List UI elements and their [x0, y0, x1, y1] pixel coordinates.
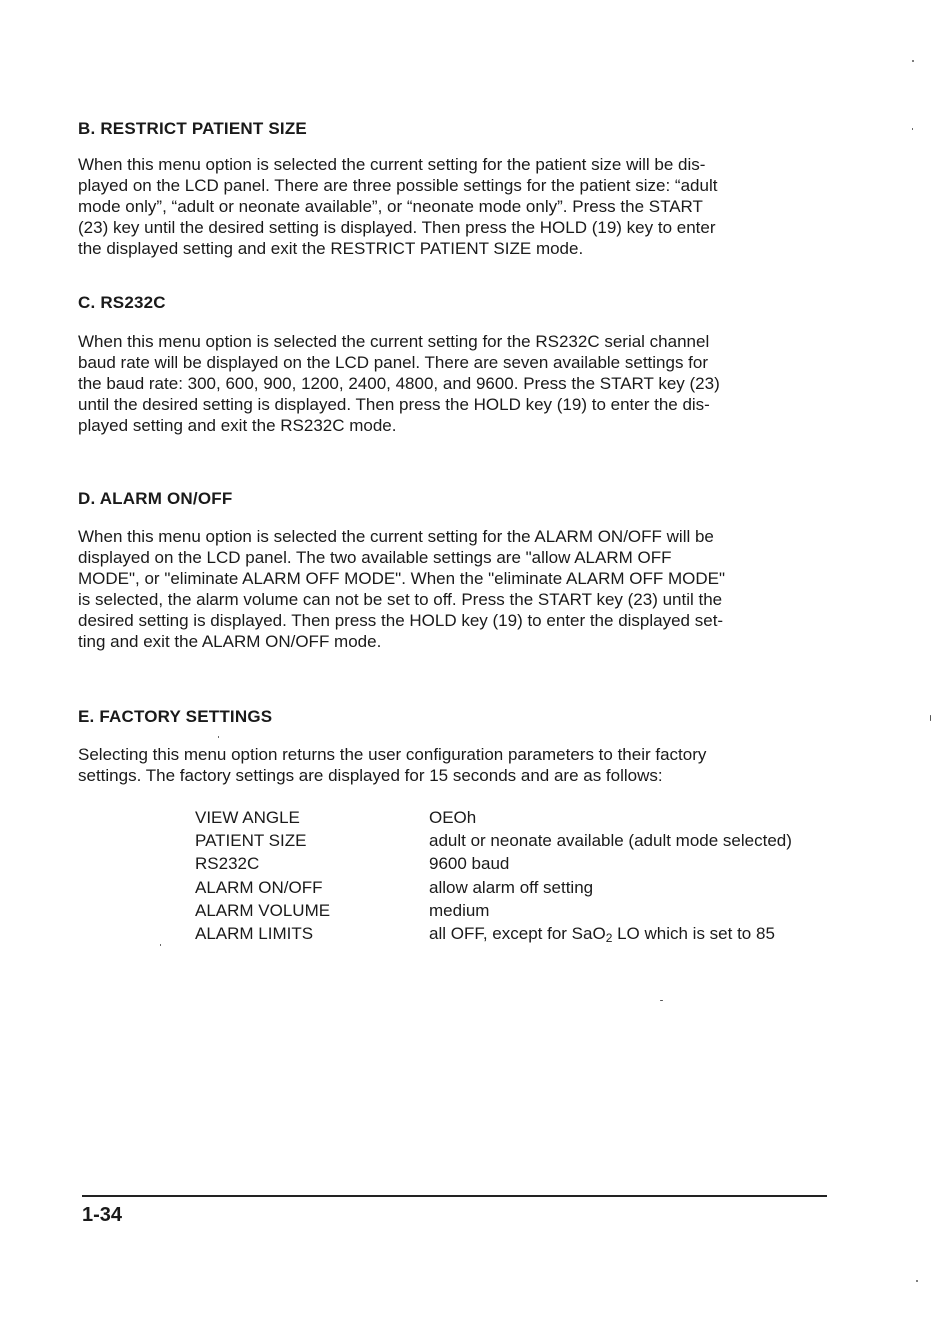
text-line: baud rate will be displayed on the LCD panel. There are seven available settings for — [78, 353, 709, 372]
section-body-factory-settings — [78, 744, 823, 786]
page-number: 1-34 — [82, 1204, 123, 1226]
text-line: Selecting this menu option returns the user configuration parameters to their factory — [78, 745, 707, 764]
text-line: When this menu option is selected the current setting for the patient size will be dis- — [78, 155, 706, 174]
text-line: the baud rate: 300, 600, 900, 1200, 2400, 4800, and 9600. Press the START key (23) — [78, 374, 720, 393]
scan-speck — [930, 715, 931, 721]
scan-speck — [660, 1000, 663, 1001]
text-line: is selected, the alarm volume can not be set to off. Press the START key (23) until the — [78, 590, 723, 609]
setting-name: VIEW ANGLE — [195, 808, 300, 827]
text-line: When this menu option is selected the current setting for the RS232C serial channel — [78, 332, 710, 351]
section-heading-factory-settings: E. FACTORY SETTINGS — [78, 707, 273, 726]
section-heading-restrict-patient-size: B. RESTRICT PATIENT SIZE — [78, 119, 307, 138]
setting-value-text: all OFF, except for SaO — [429, 923, 606, 943]
setting-value-text: LO which is set to 85 — [612, 923, 775, 943]
setting-value: allow alarm off setting — [429, 877, 594, 897]
scan-speck — [912, 128, 913, 130]
scan-speck — [160, 944, 161, 946]
section-heading-rs232c: C. RS232C — [78, 293, 166, 312]
setting-name: ALARM LIMITS — [195, 923, 314, 943]
subscript-digit: 2 — [605, 930, 613, 945]
section-body-restrict-patient-size — [78, 154, 823, 259]
setting-value: 9600 baud — [429, 854, 510, 874]
setting-value — [429, 924, 775, 944]
text-line: desired setting is displayed. Then press the HOLD key (19) to enter the displayed set- — [78, 611, 724, 630]
scan-speck — [912, 60, 914, 62]
setting-name: PATIENT SIZE — [195, 831, 307, 851]
text-line: When this menu option is selected the current setting for the ALARM ON/OFF will be — [78, 527, 714, 546]
text-line: (23) key until the desired setting is displayed. Then press the HOLD (19) key to enter — [78, 218, 716, 237]
text-line: displayed on the LCD panel. The two available settings are "allow ALARM OFF — [78, 548, 672, 567]
section-body-rs232c — [78, 331, 823, 436]
setting-name: ALARM ON/OFF — [195, 877, 323, 897]
scan-speck — [218, 736, 219, 738]
text-line: MODE", or "eliminate ALARM OFF MODE". When the "eliminate ALARM OFF MODE" — [78, 569, 726, 588]
setting-value: adult or neonate available (adult mode selected) — [429, 831, 792, 851]
footer-rule — [82, 1195, 827, 1197]
setting-name: ALARM VOLUME — [195, 900, 331, 920]
setting-value: medium — [429, 900, 490, 920]
text-line: played setting and exit the RS232C mode. — [78, 416, 397, 435]
section-body-alarm-on-off — [78, 526, 823, 652]
setting-name: RS232C — [195, 854, 260, 874]
scan-speck — [916, 1280, 918, 1282]
text-line: until the desired setting is displayed. Then press the HOLD key (19) to enter the dis- — [78, 395, 710, 414]
setting-value: OEOh — [429, 808, 477, 827]
text-line: mode only”, “adult or neonate available”, or “neonate mode only”. Press the START — [78, 197, 703, 216]
text-line: settings. The factory settings are displayed for 15 seconds and are as follows: — [78, 766, 663, 785]
text-line: played on the LCD panel. There are three possible settings for the patient size: “adult — [78, 176, 718, 195]
section-heading-alarm-on-off: D. ALARM ON/OFF — [78, 489, 233, 508]
text-line: the displayed setting and exit the RESTRICT PATIENT SIZE mode. — [78, 239, 584, 258]
text-line: ting and exit the ALARM ON/OFF mode. — [78, 632, 382, 651]
